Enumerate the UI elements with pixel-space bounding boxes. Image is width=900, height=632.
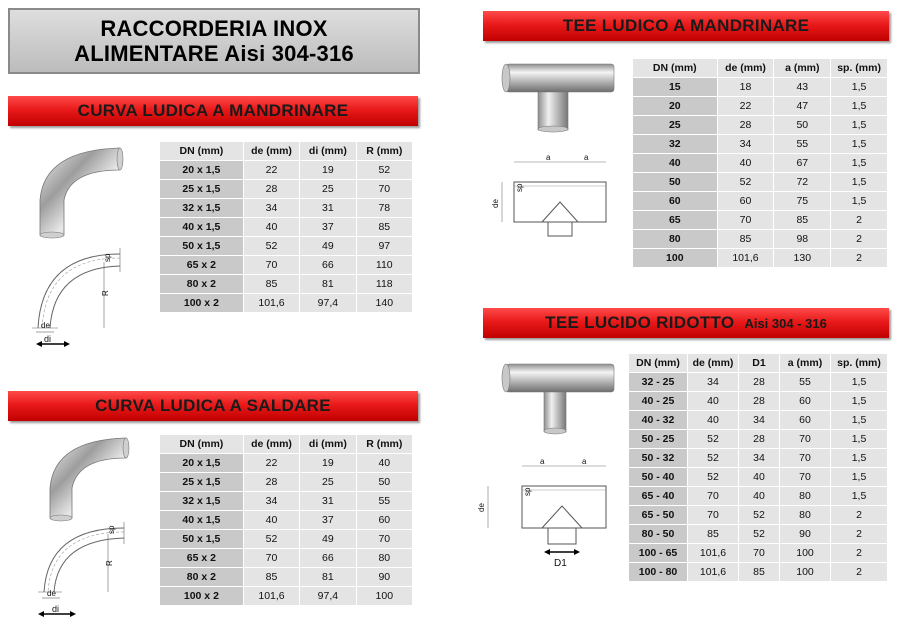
label-r: R xyxy=(105,560,114,566)
cell: 100 x 2 xyxy=(160,294,243,312)
cell: 1,5 xyxy=(831,192,887,210)
table-row xyxy=(160,218,412,236)
cell: 1,5 xyxy=(831,468,887,486)
cell: 70 xyxy=(244,549,299,567)
cell: 50 xyxy=(633,173,717,191)
table-row xyxy=(633,173,887,191)
cell: 40 - 25 xyxy=(629,392,687,410)
cell: 52 xyxy=(244,530,299,548)
cell: 70 xyxy=(244,256,299,274)
cell: 80 x 2 xyxy=(160,275,243,293)
table-row xyxy=(633,135,887,153)
label-de: de xyxy=(47,589,56,598)
cell: 2 xyxy=(831,211,887,229)
cell: 32 x 1,5 xyxy=(160,199,243,217)
label-sp: sp xyxy=(107,525,116,534)
cell: 40 xyxy=(718,154,774,172)
cell: 70 xyxy=(780,468,830,486)
table-header-row xyxy=(633,59,887,77)
cell: 19 xyxy=(300,161,355,179)
cell: 34 xyxy=(739,411,779,429)
main-title-line2: ALIMENTARE Aisi 304-316 xyxy=(74,41,354,66)
table-row xyxy=(629,525,887,543)
cell: 2 xyxy=(831,525,887,543)
cell: 65 x 2 xyxy=(160,549,243,567)
label-de: de xyxy=(477,503,486,512)
cell: 80 xyxy=(780,506,830,524)
cell: 22 xyxy=(244,161,299,179)
banner-subtitle: Aisi 304 - 316 xyxy=(744,315,827,331)
header-sp: sp. (mm) xyxy=(831,354,887,372)
cell: 70 xyxy=(357,530,412,548)
cell: 20 x 1,5 xyxy=(160,454,243,472)
table-row xyxy=(629,449,887,467)
cell: 52 xyxy=(357,161,412,179)
cell: 25 x 1,5 xyxy=(160,180,243,198)
label-a: a xyxy=(584,153,589,162)
cell: 70 xyxy=(718,211,774,229)
table-row xyxy=(629,373,887,391)
cell: 100 x 2 xyxy=(160,587,243,605)
cell: 1,5 xyxy=(831,487,887,505)
cell: 1,5 xyxy=(831,449,887,467)
table-row xyxy=(629,411,887,429)
cell: 40 xyxy=(688,411,738,429)
cell: 2 xyxy=(831,563,887,581)
header-a: a (mm) xyxy=(774,59,830,77)
cell: 72 xyxy=(774,173,830,191)
cell: 140 xyxy=(357,294,412,312)
cell: 97 xyxy=(357,237,412,255)
table-row xyxy=(160,454,412,472)
table-row xyxy=(633,116,887,134)
cell: 98 xyxy=(774,230,830,248)
cell: 65 - 40 xyxy=(629,487,687,505)
cell: 50 - 32 xyxy=(629,449,687,467)
cell: 1,5 xyxy=(831,116,887,134)
cell: 1,5 xyxy=(831,154,887,172)
cell: 31 xyxy=(300,199,355,217)
banner-tee-mandrinare xyxy=(483,11,889,41)
cell: 52 xyxy=(718,173,774,191)
cell: 65 x 2 xyxy=(160,256,243,274)
cell: 34 xyxy=(739,449,779,467)
cell: 40 xyxy=(244,511,299,529)
cell: 90 xyxy=(357,568,412,586)
cell: 22 xyxy=(244,454,299,472)
cell: 60 xyxy=(780,392,830,410)
table-row xyxy=(629,544,887,562)
cell: 32 - 25 xyxy=(629,373,687,391)
table-curva-saldare xyxy=(159,434,413,606)
table-row xyxy=(633,97,887,115)
cell: 70 xyxy=(688,487,738,505)
label-a: a xyxy=(546,153,551,162)
cell: 28 xyxy=(244,180,299,198)
table-row xyxy=(160,294,412,312)
cell: 52 xyxy=(739,506,779,524)
table-row xyxy=(160,161,412,179)
cell: 25 xyxy=(300,180,355,198)
cell: 49 xyxy=(300,530,355,548)
tee-photo-icon xyxy=(500,360,620,435)
label-de: de xyxy=(491,199,500,208)
header-dn: DN (mm) xyxy=(633,59,717,77)
table-row xyxy=(160,530,412,548)
cell: 52 xyxy=(688,449,738,467)
cell: 101,6 xyxy=(688,563,738,581)
table-row xyxy=(629,487,887,505)
cell: 70 xyxy=(357,180,412,198)
header-r: R (mm) xyxy=(357,435,412,453)
cell: 81 xyxy=(300,275,355,293)
cell: 1,5 xyxy=(831,78,887,96)
table-row xyxy=(633,154,887,172)
cell: 100 - 65 xyxy=(629,544,687,562)
cell: 25 x 1,5 xyxy=(160,473,243,491)
cell: 34 xyxy=(244,199,299,217)
cell: 52 xyxy=(688,430,738,448)
table-row xyxy=(160,549,412,567)
label-de: de xyxy=(41,321,50,330)
header-de: de (mm) xyxy=(244,142,299,160)
cell: 32 xyxy=(633,135,717,153)
cell: 50 xyxy=(774,116,830,134)
table-row xyxy=(160,568,412,586)
banner-tee-ridotto xyxy=(483,308,889,338)
header-dn: DN (mm) xyxy=(160,142,243,160)
cell: 118 xyxy=(357,275,412,293)
cell: 1,5 xyxy=(831,173,887,191)
table-row xyxy=(629,430,887,448)
cell: 100 xyxy=(357,587,412,605)
cell: 85 xyxy=(688,525,738,543)
cell: 110 xyxy=(357,256,412,274)
label-sp: sp xyxy=(523,487,532,496)
table-row xyxy=(633,211,887,229)
cell: 52 xyxy=(688,468,738,486)
table-row xyxy=(160,511,412,529)
cell: 25 xyxy=(300,473,355,491)
cell: 28 xyxy=(739,430,779,448)
header-dn: DN (mm) xyxy=(160,435,243,453)
table-row xyxy=(160,473,412,491)
cell: 101,6 xyxy=(244,294,299,312)
cell: 47 xyxy=(774,97,830,115)
label-r: R xyxy=(101,290,110,296)
elbow-photo-icon xyxy=(30,140,125,240)
cell: 50 - 25 xyxy=(629,430,687,448)
cell: 40 x 1,5 xyxy=(160,218,243,236)
cell: 40 xyxy=(633,154,717,172)
table-row xyxy=(633,249,887,267)
cell: 70 xyxy=(739,544,779,562)
cell: 65 xyxy=(633,211,717,229)
header-di: di (mm) xyxy=(300,435,355,453)
cell: 1,5 xyxy=(831,97,887,115)
cell: 80 xyxy=(633,230,717,248)
cell: 52 xyxy=(739,525,779,543)
table-row xyxy=(160,199,412,217)
cell: 80 - 50 xyxy=(629,525,687,543)
header-d1: D1 xyxy=(739,354,779,372)
cell: 65 - 50 xyxy=(629,506,687,524)
cell: 90 xyxy=(780,525,830,543)
cell: 1,5 xyxy=(831,373,887,391)
cell: 70 xyxy=(688,506,738,524)
cell: 1,5 xyxy=(831,392,887,410)
table-row xyxy=(160,587,412,605)
cell: 50 x 1,5 xyxy=(160,237,243,255)
cell: 85 xyxy=(244,275,299,293)
label-sp: sp xyxy=(515,183,524,192)
cell: 28 xyxy=(244,473,299,491)
cell: 97,4 xyxy=(300,294,355,312)
cell: 1,5 xyxy=(831,411,887,429)
cell: 130 xyxy=(774,249,830,267)
cell: 100 - 80 xyxy=(629,563,687,581)
cell: 97,4 xyxy=(300,587,355,605)
cell: 85 xyxy=(718,230,774,248)
table-row xyxy=(160,492,412,510)
table-header-row xyxy=(160,435,412,453)
label-a: a xyxy=(540,457,545,466)
cell: 66 xyxy=(300,549,355,567)
table-row xyxy=(633,192,887,210)
cell: 70 xyxy=(780,449,830,467)
table-row xyxy=(633,78,887,96)
header-a: a (mm) xyxy=(780,354,830,372)
cell: 80 xyxy=(357,549,412,567)
banner-title: TEE LUDICO A MANDRINARE xyxy=(562,16,810,35)
cell: 60 xyxy=(357,511,412,529)
cell: 85 xyxy=(739,563,779,581)
table-row xyxy=(160,275,412,293)
cell: 80 x 2 xyxy=(160,568,243,586)
cell: 34 xyxy=(244,492,299,510)
cell: 49 xyxy=(300,237,355,255)
cell: 40 x 1,5 xyxy=(160,511,243,529)
cell: 70 xyxy=(780,430,830,448)
cell: 100 xyxy=(633,249,717,267)
tee-drawing-diagram xyxy=(486,154,626,244)
cell: 37 xyxy=(300,511,355,529)
cell: 25 xyxy=(633,116,717,134)
cell: 1,5 xyxy=(831,430,887,448)
cell: 40 xyxy=(739,468,779,486)
cell: 1,5 xyxy=(831,135,887,153)
cell: 50 - 40 xyxy=(629,468,687,486)
cell: 34 xyxy=(688,373,738,391)
cell: 81 xyxy=(300,568,355,586)
cell: 2 xyxy=(831,249,887,267)
header-de: de (mm) xyxy=(688,354,738,372)
cell: 75 xyxy=(774,192,830,210)
cell: 100 xyxy=(780,563,830,581)
cell: 101,6 xyxy=(688,544,738,562)
table-row xyxy=(629,392,887,410)
table-row xyxy=(633,230,887,248)
header-r: R (mm) xyxy=(357,142,412,160)
cell: 55 xyxy=(357,492,412,510)
table-tee-mandrinare xyxy=(632,58,888,268)
cell: 40 xyxy=(739,487,779,505)
cell: 40 xyxy=(357,454,412,472)
label-a: a xyxy=(582,457,587,466)
cell: 85 xyxy=(357,218,412,236)
cell: 28 xyxy=(718,116,774,134)
cell: 40 xyxy=(688,392,738,410)
cell: 20 x 1,5 xyxy=(160,161,243,179)
banner-curva-mandrinare xyxy=(8,96,418,126)
main-title-box xyxy=(8,8,420,74)
cell: 18 xyxy=(718,78,774,96)
label-di: di xyxy=(52,604,60,614)
cell: 15 xyxy=(633,78,717,96)
cell: 2 xyxy=(831,230,887,248)
table-tee-ridotto xyxy=(628,353,888,582)
table-row xyxy=(629,563,887,581)
table-header-row xyxy=(160,142,412,160)
table-header-row xyxy=(629,354,887,372)
cell: 80 xyxy=(780,487,830,505)
cell: 78 xyxy=(357,199,412,217)
cell: 100 xyxy=(780,544,830,562)
cell: 50 x 1,5 xyxy=(160,530,243,548)
cell: 67 xyxy=(774,154,830,172)
table-row xyxy=(629,506,887,524)
cell: 32 x 1,5 xyxy=(160,492,243,510)
tee-photo-icon xyxy=(500,58,620,133)
cell: 101,6 xyxy=(244,587,299,605)
banner-title: CURVA LUDICA A SALDARE xyxy=(95,396,331,415)
table-row xyxy=(160,256,412,274)
header-sp: sp. (mm) xyxy=(831,59,887,77)
elbow-drawing-diagram xyxy=(28,248,128,353)
cell: 40 - 32 xyxy=(629,411,687,429)
cell: 2 xyxy=(831,544,887,562)
cell: 28 xyxy=(739,392,779,410)
cell: 31 xyxy=(300,492,355,510)
label-d1: D1 xyxy=(554,558,567,569)
header-di: di (mm) xyxy=(300,142,355,160)
cell: 101,6 xyxy=(718,249,774,267)
elbow-photo-icon xyxy=(40,432,130,522)
table-row xyxy=(160,237,412,255)
elbow-drawing-diagram xyxy=(34,522,134,622)
header-dn: DN (mm) xyxy=(629,354,687,372)
banner-title: TEE LUCIDO RIDOTTO xyxy=(545,313,735,332)
table-row xyxy=(629,468,887,486)
cell: 37 xyxy=(300,218,355,236)
cell: 40 xyxy=(244,218,299,236)
cell: 85 xyxy=(244,568,299,586)
cell: 43 xyxy=(774,78,830,96)
cell: 28 xyxy=(739,373,779,391)
banner-curva-saldare xyxy=(8,391,418,421)
label-di: di xyxy=(44,334,52,344)
table-row xyxy=(160,180,412,198)
cell: 20 xyxy=(633,97,717,115)
banner-title: CURVA LUDICA A MANDRINARE xyxy=(77,101,349,120)
header-de: de (mm) xyxy=(244,435,299,453)
cell: 34 xyxy=(718,135,774,153)
cell: 52 xyxy=(244,237,299,255)
cell: 19 xyxy=(300,454,355,472)
header-de: de (mm) xyxy=(718,59,774,77)
cell: 85 xyxy=(774,211,830,229)
cell: 2 xyxy=(831,506,887,524)
cell: 50 xyxy=(357,473,412,491)
cell: 60 xyxy=(780,411,830,429)
cell: 55 xyxy=(780,373,830,391)
cell: 22 xyxy=(718,97,774,115)
tee-drawing-diagram xyxy=(478,458,626,570)
main-title-line1: RACCORDERIA INOX xyxy=(100,16,328,41)
cell: 55 xyxy=(774,135,830,153)
cell: 60 xyxy=(633,192,717,210)
cell: 66 xyxy=(300,256,355,274)
cell: 60 xyxy=(718,192,774,210)
label-sp: sp xyxy=(103,253,112,262)
table-curva-mandrinare xyxy=(159,141,413,313)
